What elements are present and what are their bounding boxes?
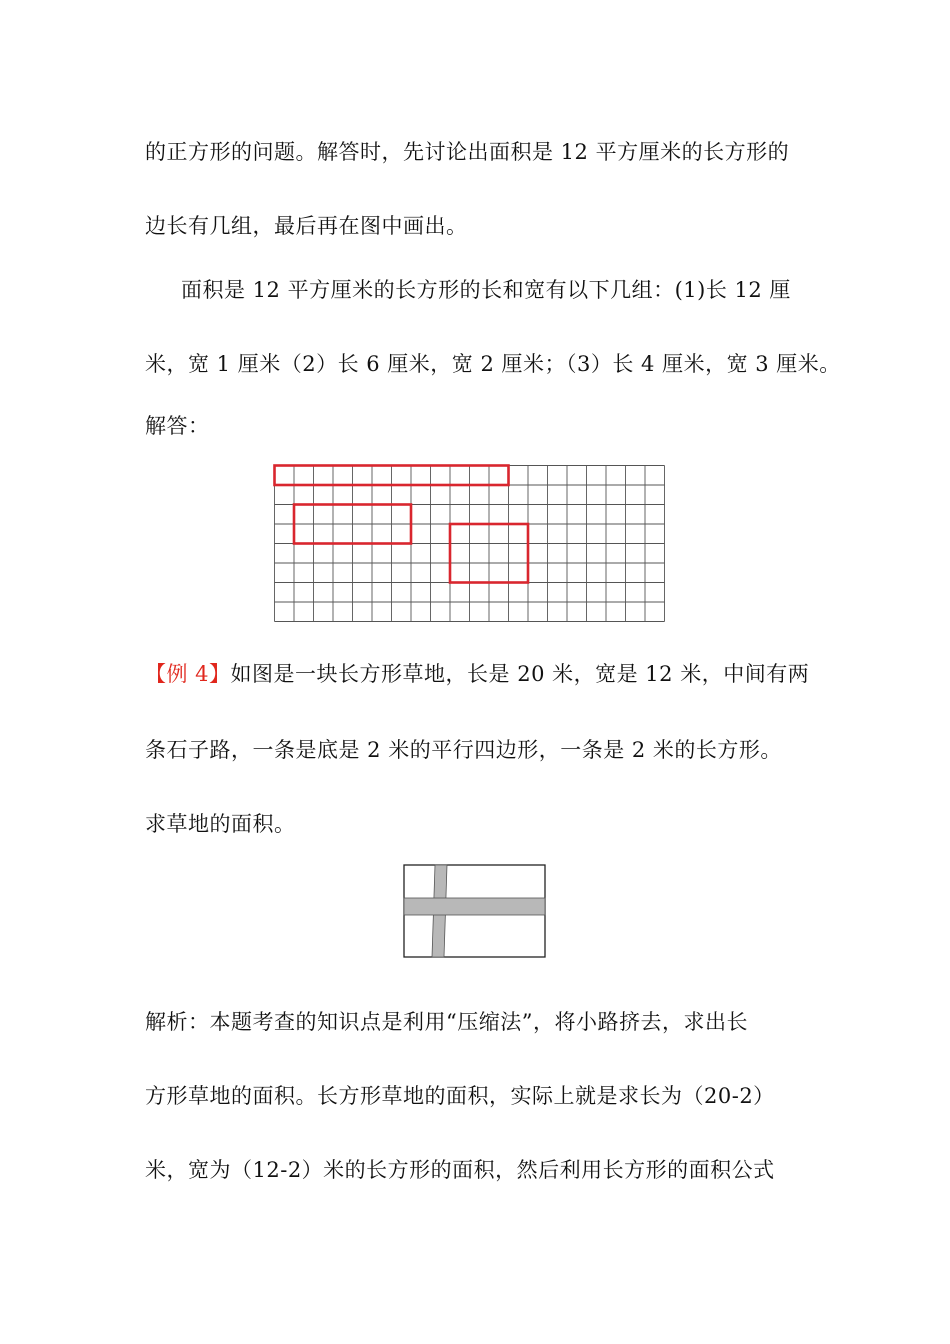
paragraph-2-line-1: 面积是 12 平方厘米的长方形的长和宽有以下几组：(1)长 12 厘	[181, 278, 791, 302]
example-4-line-2: 条石子路，一条是底是 2 米的平行四边形，一条是 2 米的长方形。	[145, 738, 782, 762]
rectangle-path	[404, 898, 545, 915]
example-4-tag: 【例 4】	[145, 662, 231, 686]
example-4-line-1-text: 如图是一块长方形草地，长是 20 米，宽是 12 米，中间有两	[230, 662, 810, 686]
answer-label: 解答：	[145, 414, 210, 438]
lawn-figure	[403, 864, 547, 959]
analysis-line-2: 方形草地的面积。长方形草地的面积，实际上就是求长为（20-2）	[145, 1084, 775, 1108]
paragraph-1-line-1: 的正方形的问题。解答时，先讨论出面积是 12 平方厘米的长方形的	[145, 140, 790, 164]
example-4-line-1	[145, 660, 809, 688]
grid-figure	[273, 464, 666, 622]
paragraph-2-line-2: 米，宽 1 厘米（2）长 6 厘米，宽 2 厘米；（3）长 4 厘米，宽 3 厘米。	[145, 352, 841, 376]
analysis-line-3: 米，宽为（12-2）米的长方形的面积，然后利用长方形的面积公式	[145, 1158, 775, 1182]
analysis-line-1: 解析：本题考查的知识点是利用“压缩法”，将小路挤去，求出长	[145, 1010, 748, 1034]
example-4-line-3: 求草地的面积。	[145, 812, 296, 836]
paragraph-1-line-2: 边长有几组，最后再在图中画出。	[145, 214, 468, 238]
